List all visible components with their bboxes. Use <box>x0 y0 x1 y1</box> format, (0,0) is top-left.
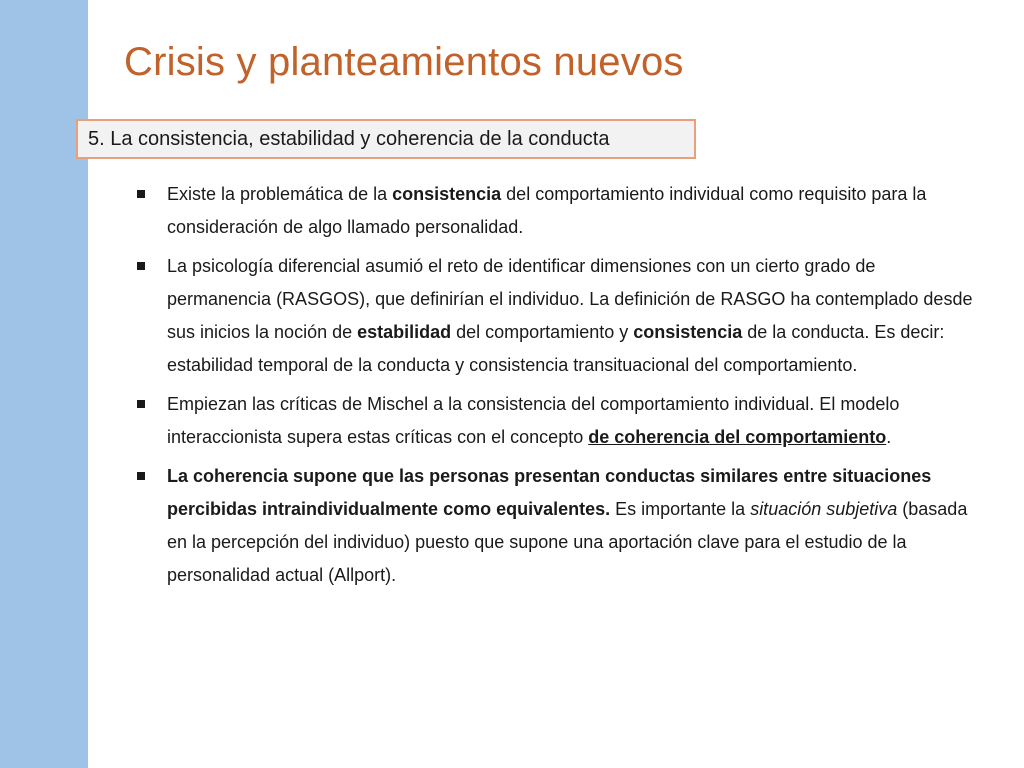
bullet-list <box>133 178 973 598</box>
bold-term: estabilidad <box>357 322 452 342</box>
bullet-text: Existe la problemática de la <box>167 184 393 204</box>
square-bullet-icon <box>137 190 145 198</box>
italic-term: situación subjetiva <box>750 499 898 519</box>
bullet-text: del comportamiento y <box>451 322 634 342</box>
bullet-text: (basada en la percepción del individuo) puesto que supone una aportación clave para el estudio de la personalidad actual (Allport). <box>167 499 968 585</box>
bold-term: consistencia <box>633 322 743 342</box>
bullet-text: de la conducta. Es decir: estabilidad temporal de la conducta y consistencia transituacional del comportamiento. <box>167 322 945 375</box>
square-bullet-icon <box>137 400 145 408</box>
bullet-text: Empiezan las críticas de Mischel a la consistencia del comportamiento individual. El modelo interaccionista supera estas críticas con el concepto <box>167 394 900 447</box>
bullet-text: del comportamiento individual como requisito para la consideración de algo llamado personalidad. <box>167 184 927 237</box>
bullet-item-3 <box>133 388 973 454</box>
bullet-item-2 <box>133 250 973 382</box>
bold-term: consistencia <box>392 184 502 204</box>
bullet-text: . <box>886 427 892 447</box>
slide-title: Crisis y planteamientos nuevos <box>124 40 684 84</box>
bullet-text: La psicología diferencial asumió el reto de identificar dimensiones con un cierto grado de permanencia (RASGOS), que definirían el individuo. La definición de RASGO ha contemplado desde sus inicios la noción de <box>167 256 973 342</box>
bullet-text: Es importante la <box>610 499 751 519</box>
bold-statement: La coherencia supone que las personas presentan conductas similares entre situaciones percibidas intraindividualmente como equivalentes. <box>167 466 932 519</box>
bold-underlined-term: de coherencia del comportamiento <box>588 427 887 447</box>
square-bullet-icon <box>137 472 145 480</box>
left-accent-bar <box>0 0 88 768</box>
subtitle-box: 5. La consistencia, estabilidad y coherencia de la conducta <box>76 119 696 159</box>
bullet-item-1 <box>133 178 973 244</box>
square-bullet-icon <box>137 262 145 270</box>
bullet-item-4 <box>133 460 973 592</box>
